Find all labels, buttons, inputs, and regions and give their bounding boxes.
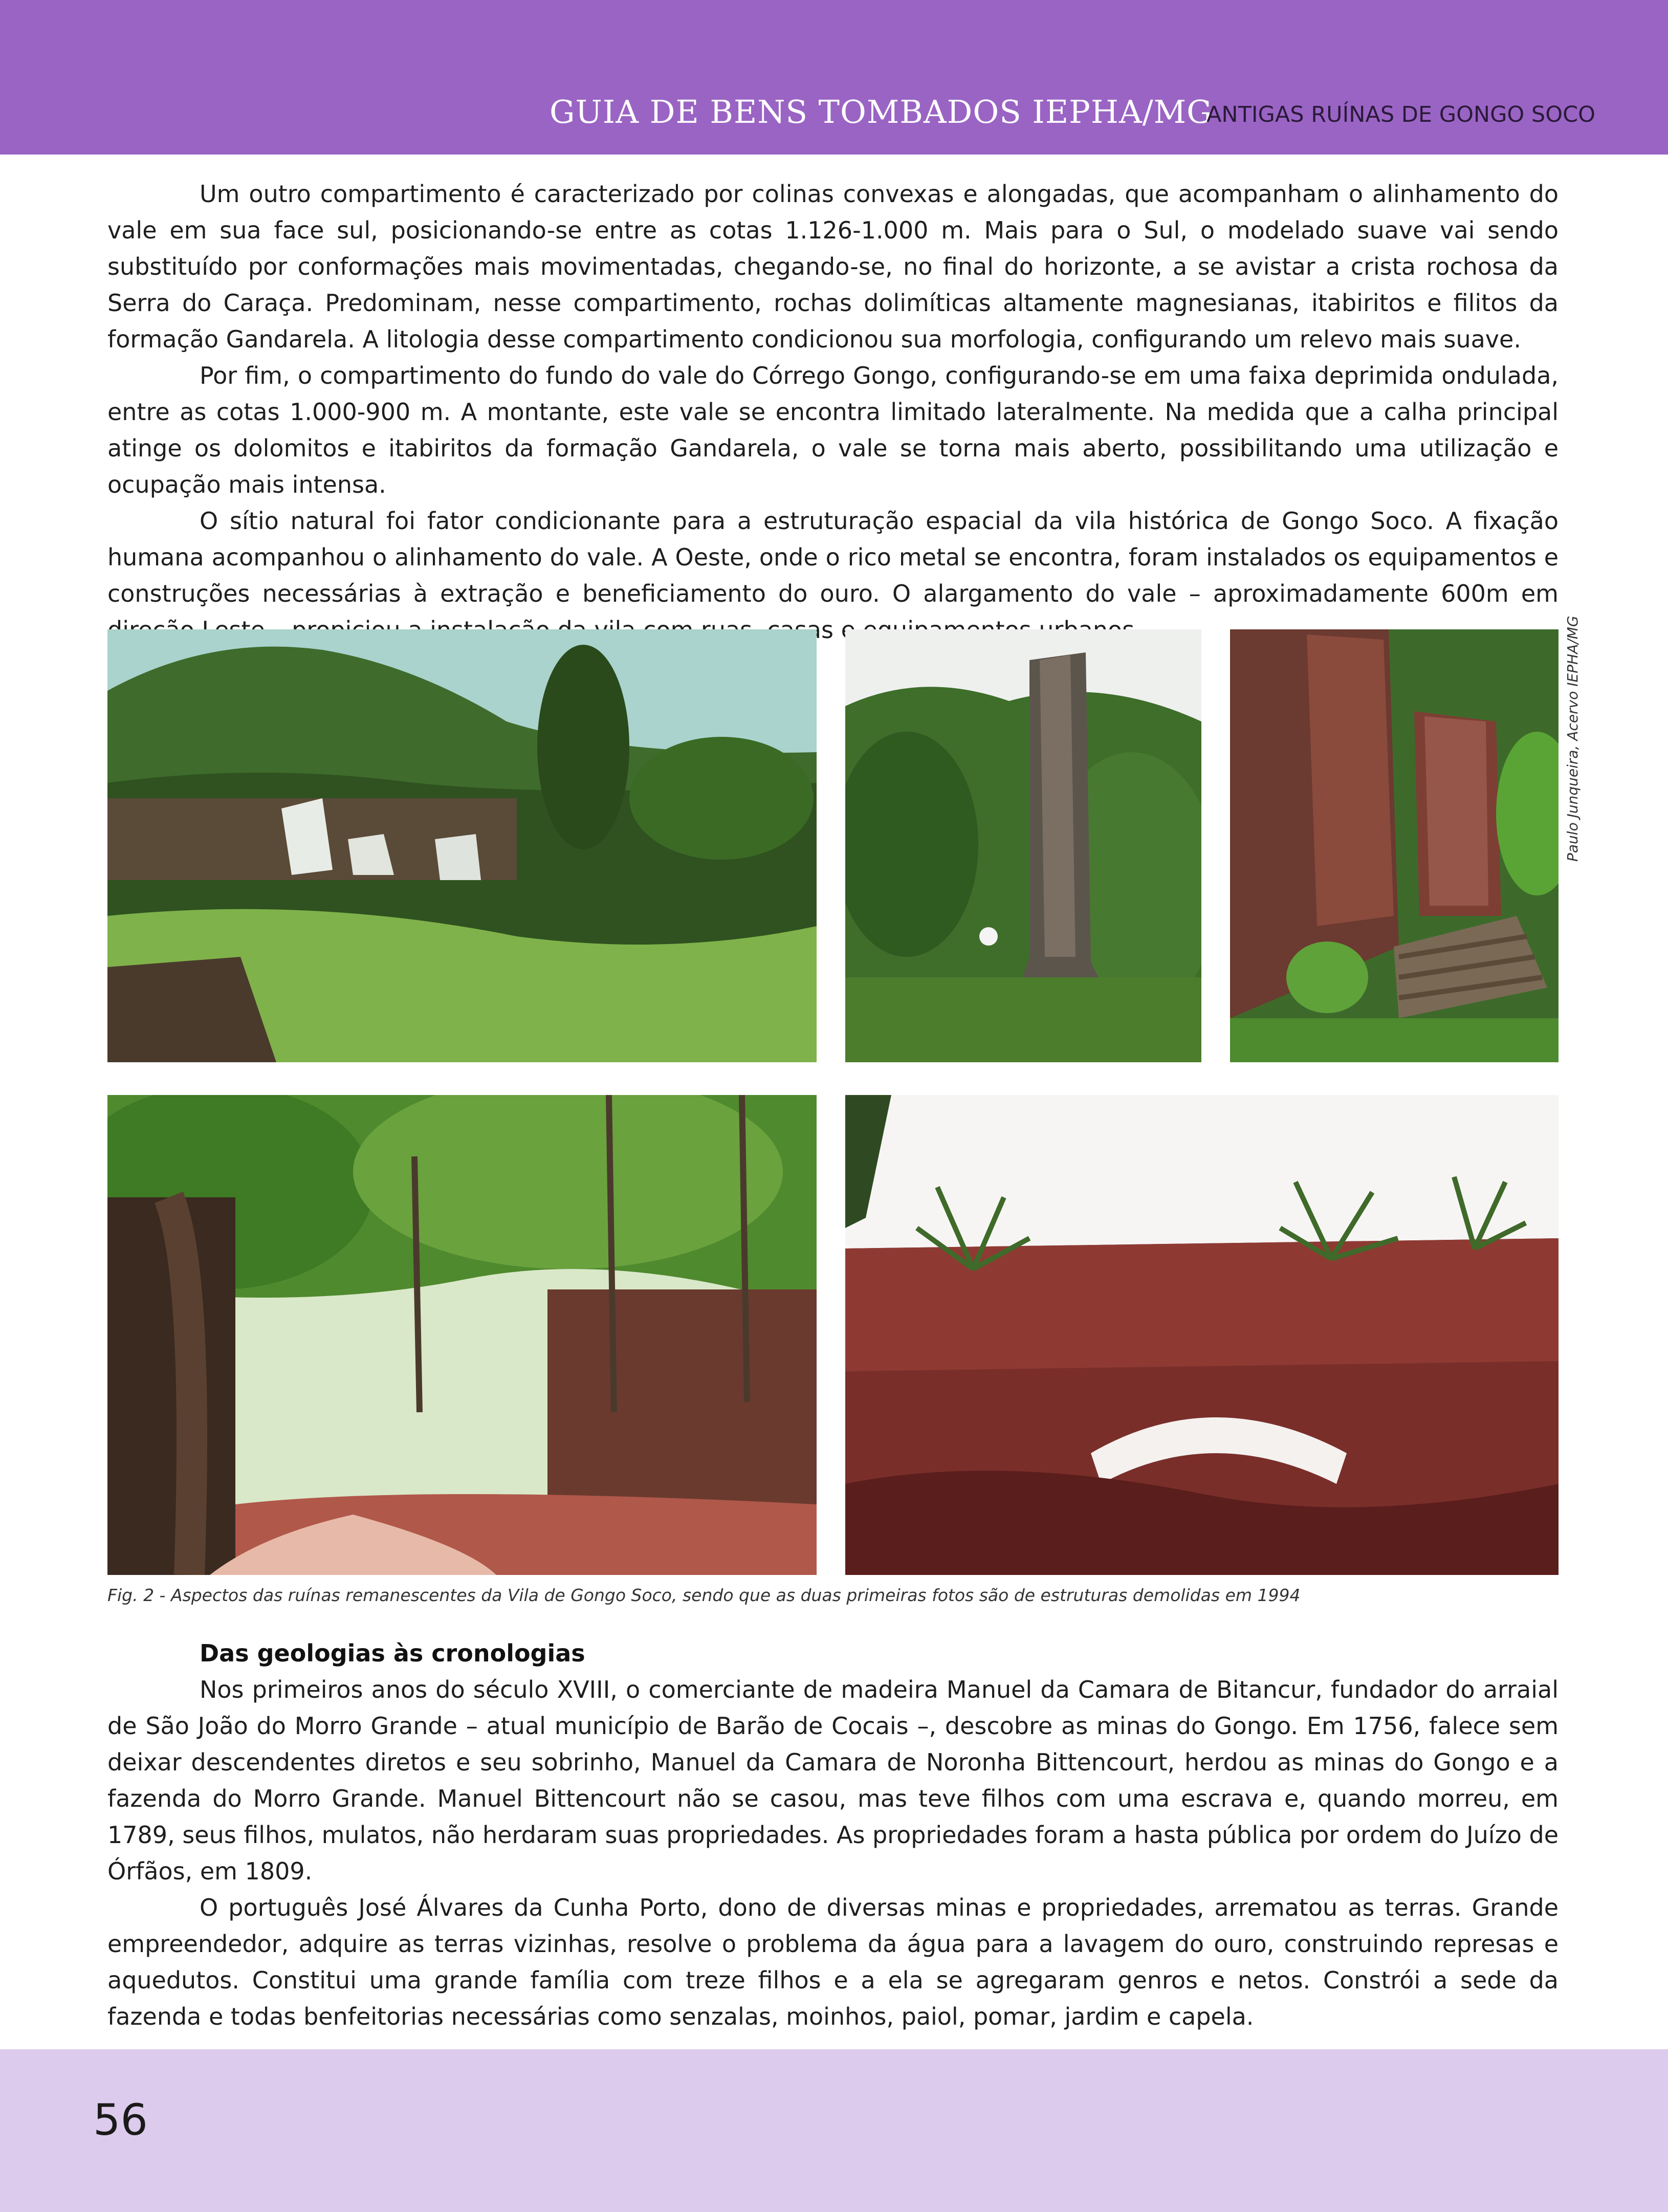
footer-bar — [0, 2049, 1668, 2212]
header-bar — [0, 0, 1668, 155]
section-text — [107, 1672, 1559, 2035]
photo-hillside-ruins — [107, 629, 817, 1062]
paragraph: Nos primeiros anos do século XVIII, o comerciante de madeira Manuel da Camara de Bitancur, fundador do arraial de São João do Morro Grande – atual município de Barão de Cocais –, descobre as minas do Gongo. Em 1756, falece sem deixar descendentes diretos e seu sobrinho, Manuel da Camara de Noronha Bittencourt, herdou as minas do Gongo e a fazenda do Morro Grande. Manuel Bittencourt não se casou, mas teve filhos com uma escrava e, quando morreu, em 1789, seus filhos, mulatos, não herdaram suas propriedades. As propriedades foram a hasta pública por ordem do Juízo de Órfãos, em 1809. — [107, 1676, 1559, 1885]
photo-stone-arch — [845, 1095, 1559, 1575]
paragraph: Por fim, o compartimento do fundo do vale do Córrego Gongo, configurando-se em uma faixa deprimida ondulada, entre as cotas 1.000-900 m. A montante, este vale se encontra limitado lateralmente. Na medida que a calha principal atinge os dolomitos e itabiritos da formação Gandarela, o vale se torna mais aberto, possibilitando uma utilização e ocupação mais intensa. — [107, 362, 1559, 498]
photo-stone-column — [845, 629, 1201, 1062]
photo-forest-road — [107, 1095, 817, 1575]
guide-title: GUIA DE BENS TOMBADOS IEPHA/MG — [550, 93, 1213, 130]
paragraph: O português José Álvares da Cunha Porto, dono de diversas minas e propriedades, arrematou as terras. Grande empreendedor, adquire as terras vizinhas, resolve o problema da água para a lavagem do ouro, construindo represas e aquedutos. Constitui uma grande família com treze filhos e a ela se agregaram genros e netos. Constrói a sede da fazenda e todas benfeitorias necessárias como senzalas, moinhos, paiol, pomar, jardim e capela. — [107, 1894, 1559, 2030]
intro-text — [107, 176, 1559, 648]
photo-credit — [1559, 616, 1589, 862]
figure-caption: Fig. 2 - Aspectos das ruínas remanescentes da Vila de Gongo Soco, sendo que as duas primeiras fotos são de estruturas demolidas em 1994 — [107, 1585, 1301, 1605]
photo-credit-text: Paulo Junqueira, Acervo IEPHA/MG — [1564, 616, 1581, 862]
paragraph: O sítio natural foi fator condicionante para a estruturação espacial da vila histórica de Gongo Soco. A fixação humana acompanhou o alinhamento do vale. A Oeste, onde o rico metal se encontra, foram instalados os equipamentos e construções necessárias à extração e beneficiamento do ouro. O alargamento do vale – aproximadamente 600m em — [107, 507, 1559, 607]
section-heading: Das geologias às cronologias — [200, 1639, 585, 1667]
photo-walls-and-steps — [1230, 629, 1559, 1062]
paragraph: Um outro compartimento é caracterizado por colinas convexas e alongadas, que acompanham o alinhamento do vale em sua face sul, posicionando-se entre as cotas 1.126-1.000 m. Mais para o Sul, o modelado suave vai sendo substituído por conformações mais movimentadas, chegando-se, no final do horizonte, a se avistar a crista rochosa da Serra do Caraça. Predominam, nesse compartimento, rochas dolimíticas altamente magnesianas, itabiritos e filitos da formação Gandarela. A litologia desse compartimento condicionou sua morfologia, configurando um relevo mais suave. — [107, 180, 1559, 353]
page-number: 56 — [93, 2095, 148, 2145]
chapter-title: ANTIGAS RUÍNAS DE GONGO SOCO — [1206, 102, 1595, 127]
